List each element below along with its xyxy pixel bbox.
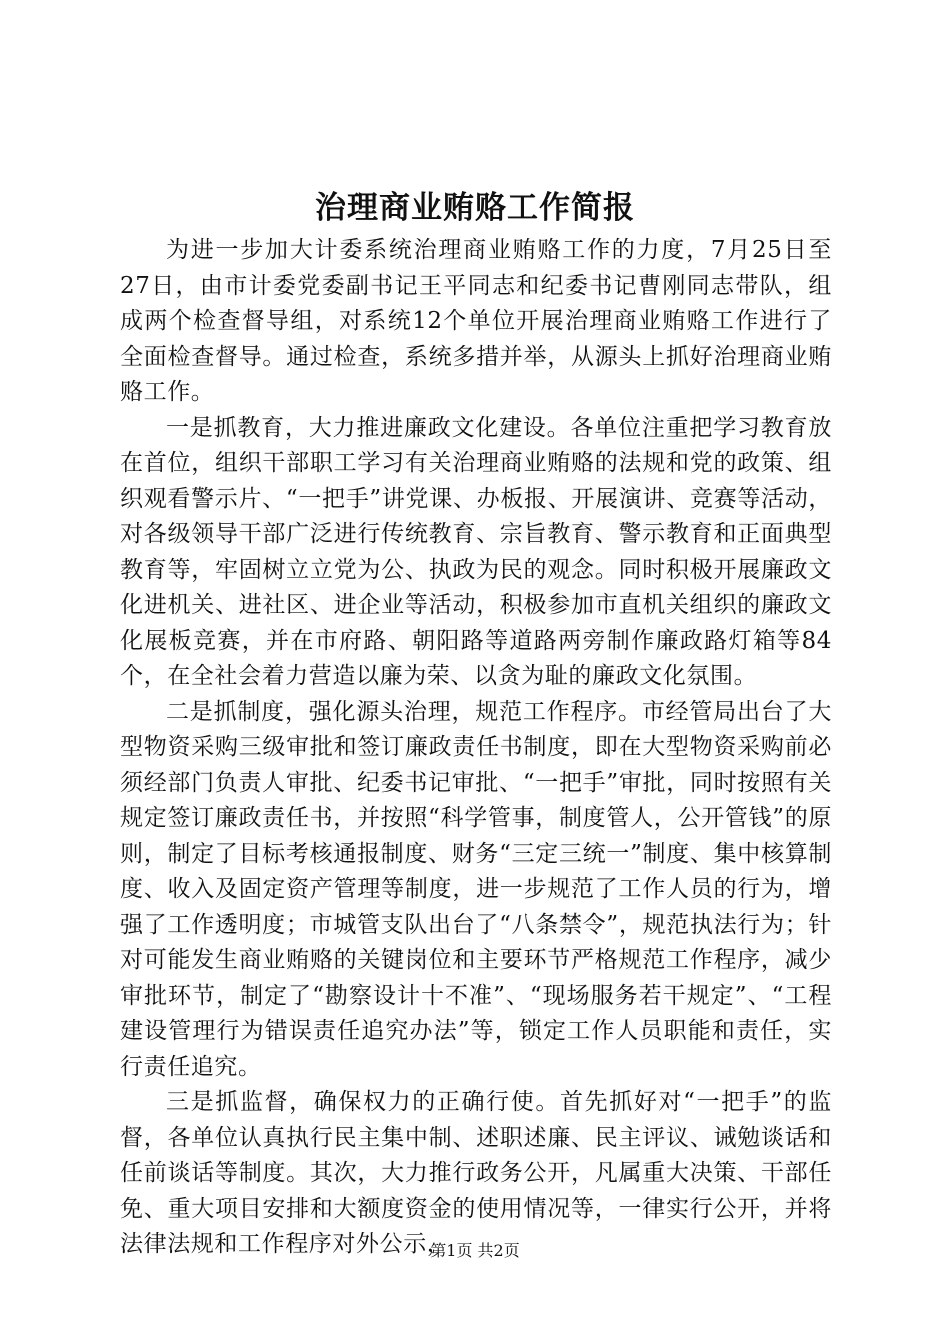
page-footer: 第1页 共2页 [430,1241,520,1260]
paragraph-supervision: 三是抓监督，确保权力的正确行使。首先抓好对“一把手”的监督，各单位认真执行民主集中制、述职述廉、民主评议、诫勉谈话和任前谈话等制度。其次，大力推行政务公开，凡属重大决策、干部任免、重大项目安排和大额度资金的使用情况等，一律实行公开，并将法律法规和工作程序对外公示， [120,1089,832,1257]
paragraph-system: 二是抓制度，强化源头治理，规范工作程序。市经管局出台了大型物资采购三级审批和签订廉政责任书制度，即在大型物资采购前必须经部门负责人审批、纪委书记审批、“一把手”审批，同时按照有关规定签订廉政责任书，并按照“科学管事，制度管人，公开管钱”的原则，制定了目标考核通报制度、财务“三定三统一”制度、集中核算制度、收入及固定资产管理等制度，进一步规范了工作人员的行为，增强了工作透明度；市城管支队出台了“八条禁令”，规范执法行为；针对可能发生商业贿赂的关键岗位和主要环节严格规范工作程序，减少审批环节，制定了“勘察设计十不准”、“现场服务若干规定”、“工程建设管理行为错误责任追究办法”等，锁定工作人员职能和责任，实行责任追究。 [120,698,832,1080]
document-title: 治理商业贿赂工作简报 [315,190,635,226]
paragraph-education: 一是抓教育，大力推进廉政文化建设。各单位注重把学习教育放在首位，组织干部职工学习有关治理商业贿赂的法规和党的政策、组织观看警示片、“一把手”讲党课、办板报、开展演讲、竞赛等活动，对各级领导干部广泛进行传统教育、宗旨教育、警示教育和正面典型教育等，牢固树立立党为公、执政为民的观念。同时积极开展廉政文化进机关、进社区、进企业等活动，积极参加市直机关组织的廉政文化展板竞赛，并在市府路、朝阳路等道路两旁制作廉政路灯箱等84个，在全社会着力营造以廉为荣、以贪为耻的廉政文化氛围。 [120,414,832,689]
document-body [120,233,832,1263]
paragraph-intro: 为进一步加大计委系统治理商业贿赂工作的力度，7月25日至27日，由市计委党委副书记王平同志和纪委书记曹刚同志带队，组成两个检查督导组，对系统12个单位开展治理商业贿赂工作进行了全面检查督导。通过检查，系统多措并举，从源头上抓好治理商业贿赂工作。 [120,237,832,405]
